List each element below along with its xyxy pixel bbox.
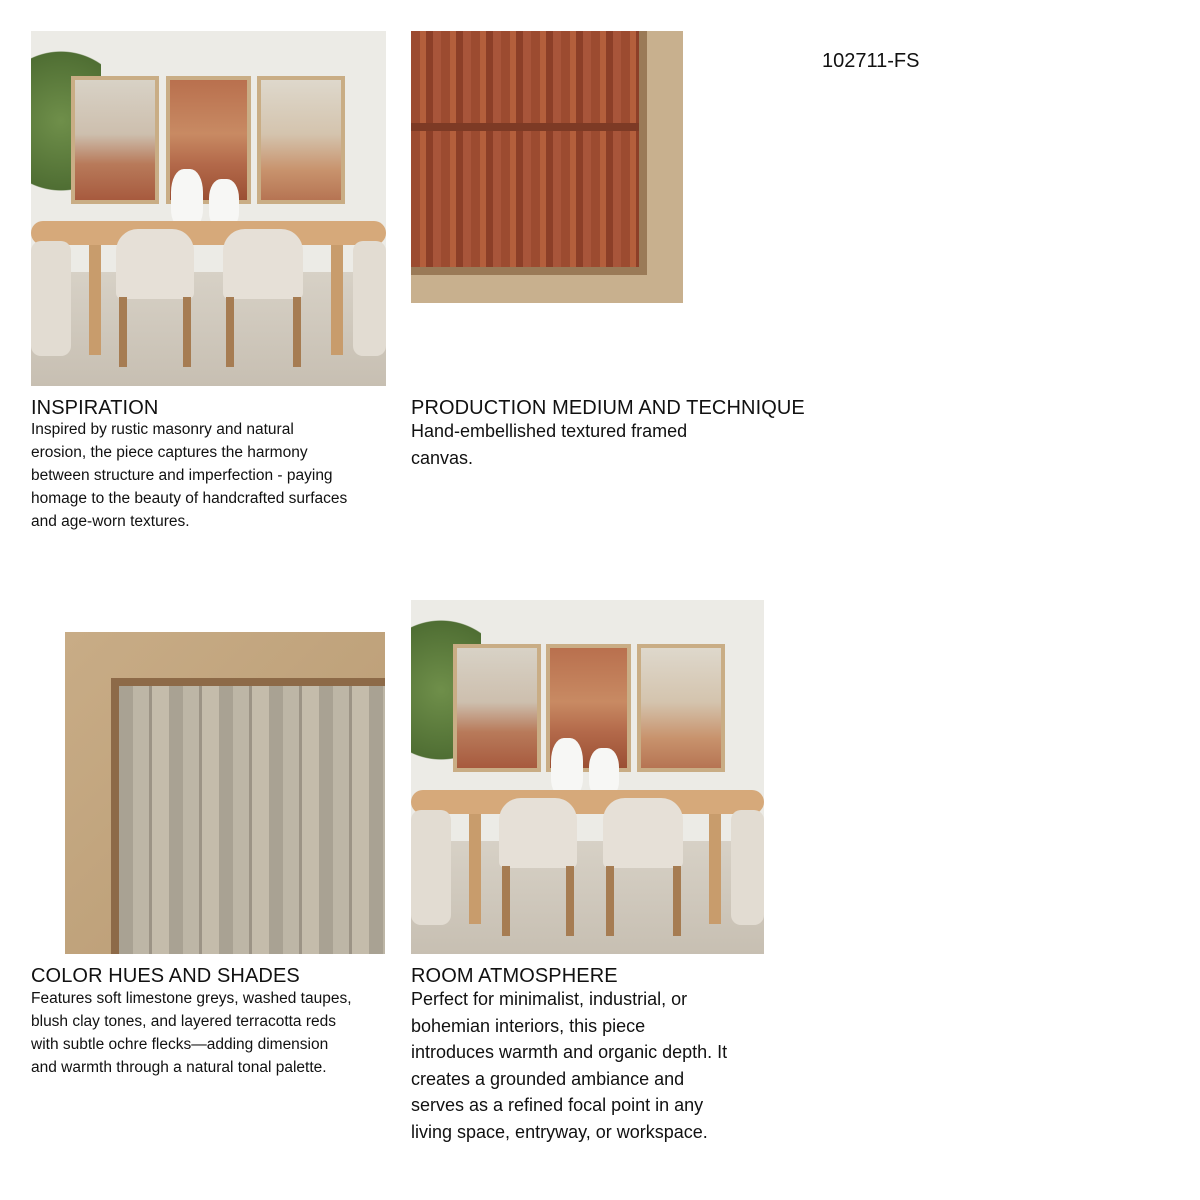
- dining-chair-right: [603, 798, 683, 868]
- limestone-texture: [119, 686, 385, 954]
- wall-art-frame-left: [453, 644, 541, 772]
- production-heading: PRODUCTION MEDIUM AND TECHNIQUE: [411, 397, 805, 419]
- dining-table: [31, 221, 386, 245]
- wall-art-frame-right: [257, 76, 345, 204]
- side-chair-left: [31, 241, 71, 356]
- dining-chair-right: [223, 229, 303, 299]
- dining-chair-left: [499, 798, 577, 868]
- vase-right: [589, 748, 619, 796]
- wall-art-frame-right: [637, 644, 725, 772]
- vase-left: [551, 738, 583, 796]
- color-heading: COLOR HUES AND SHADES: [31, 965, 300, 987]
- room-atmosphere-heading: ROOM ATMOSPHERE: [411, 965, 618, 987]
- dining-table: [411, 790, 764, 814]
- inspiration-text: Inspired by rustic masonry and natural erosion, the piece captures the harmony between structure and imperfection - paying homage to the beauty of handcrafted surfaces and age-worn textures.: [31, 421, 348, 530]
- color-text: Features soft limestone greys, washed taupes, blush clay tones, and layered terracotta reds with subtle ochre flecks—adding dimension and warmth through a natural tonal palette.: [31, 990, 352, 1076]
- inspiration-heading: INSPIRATION: [31, 397, 159, 419]
- side-chair-right: [353, 241, 386, 356]
- dining-chair-left: [116, 229, 194, 299]
- side-chair-left: [411, 810, 451, 925]
- wall-art-frame-left: [71, 76, 159, 204]
- texture-detail-photo: [411, 31, 683, 303]
- room-photo-top: [31, 31, 386, 386]
- vase-left: [171, 169, 203, 227]
- production-text: Hand-embellished textured framed canvas.: [411, 421, 688, 468]
- vase-right: [209, 179, 239, 227]
- side-chair-right: [731, 810, 764, 925]
- frame-liner: [639, 31, 647, 275]
- room-atmosphere-text: Perfect for minimalist, industrial, or bohemian interiors, this piece introduces warmth and organic depth. It creates a grounded ambiance and serves as a refined focal point in any living space, entryway, or workspace.: [411, 989, 728, 1142]
- terracotta-texture: [411, 31, 639, 267]
- frame-corner-photo: [31, 600, 386, 954]
- room-photo-bottom: [411, 600, 764, 954]
- product-sku: 102711-FS: [822, 50, 920, 72]
